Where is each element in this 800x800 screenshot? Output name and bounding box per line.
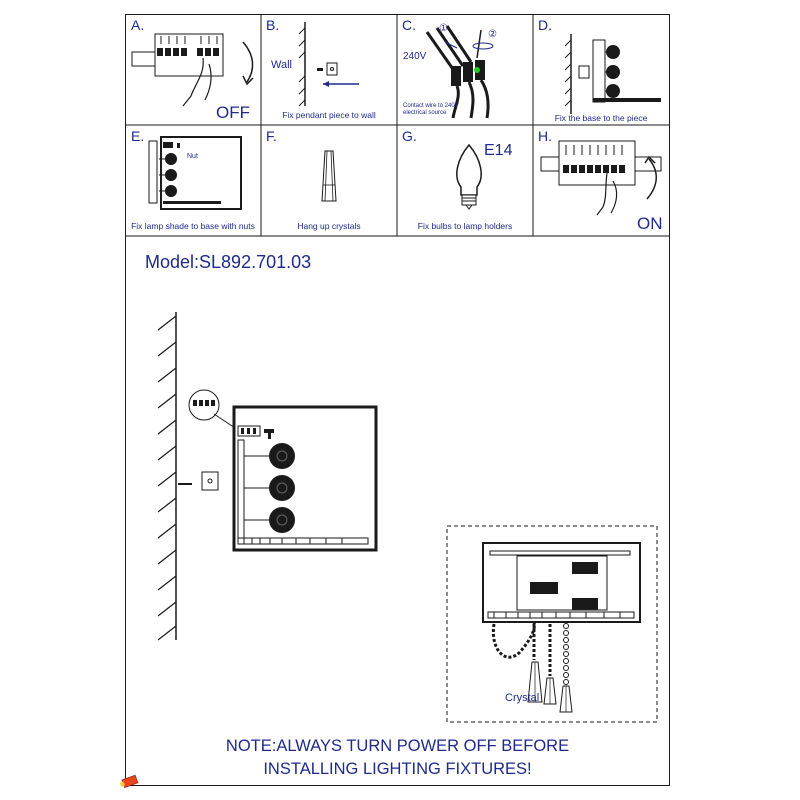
- voltage-label: 240V: [403, 51, 427, 62]
- step-b-caption: Fix pendant piece to wall: [282, 110, 376, 120]
- step-b-letter: B.: [266, 17, 280, 33]
- safety-note-line2: INSTALLING LIGHTING FIXTURES!: [263, 760, 532, 778]
- model-title: Model:SL892.701.03: [145, 252, 312, 272]
- step-e-letter: E.: [131, 128, 145, 144]
- step-g-letter: G.: [402, 128, 417, 144]
- step-c-number-2: ②: [488, 29, 497, 40]
- wall-label: Wall: [271, 59, 292, 71]
- step-h-letter: H.: [538, 128, 552, 144]
- on-label: ON: [637, 214, 663, 233]
- step-g-caption: Fix bulbs to lamp holders: [417, 221, 513, 231]
- step-c-number-1: ①: [439, 23, 448, 34]
- step-e-caption: Fix lamp shade to base with nuts: [131, 221, 255, 231]
- step-f-caption: Hang up crystals: [297, 221, 361, 231]
- step-c-letter: C.: [402, 17, 416, 33]
- step-d-letter: D.: [538, 17, 552, 33]
- step-f-letter: F.: [266, 128, 277, 144]
- step-a-letter: A.: [131, 17, 145, 33]
- off-label: OFF: [216, 103, 250, 122]
- nut-label: Nut: [187, 153, 198, 160]
- bulb-type-label: E14: [484, 142, 513, 159]
- step-c-caption-line1: Contact wire to 240V: [403, 103, 459, 109]
- step-c-caption-line2: electrical source: [403, 110, 447, 116]
- crystal-label: Crystal: [505, 692, 540, 704]
- safety-note-line1: NOTE:ALWAYS TURN POWER OFF BEFORE: [225, 737, 570, 755]
- step-d-caption: Fix the base to the piece: [554, 113, 648, 123]
